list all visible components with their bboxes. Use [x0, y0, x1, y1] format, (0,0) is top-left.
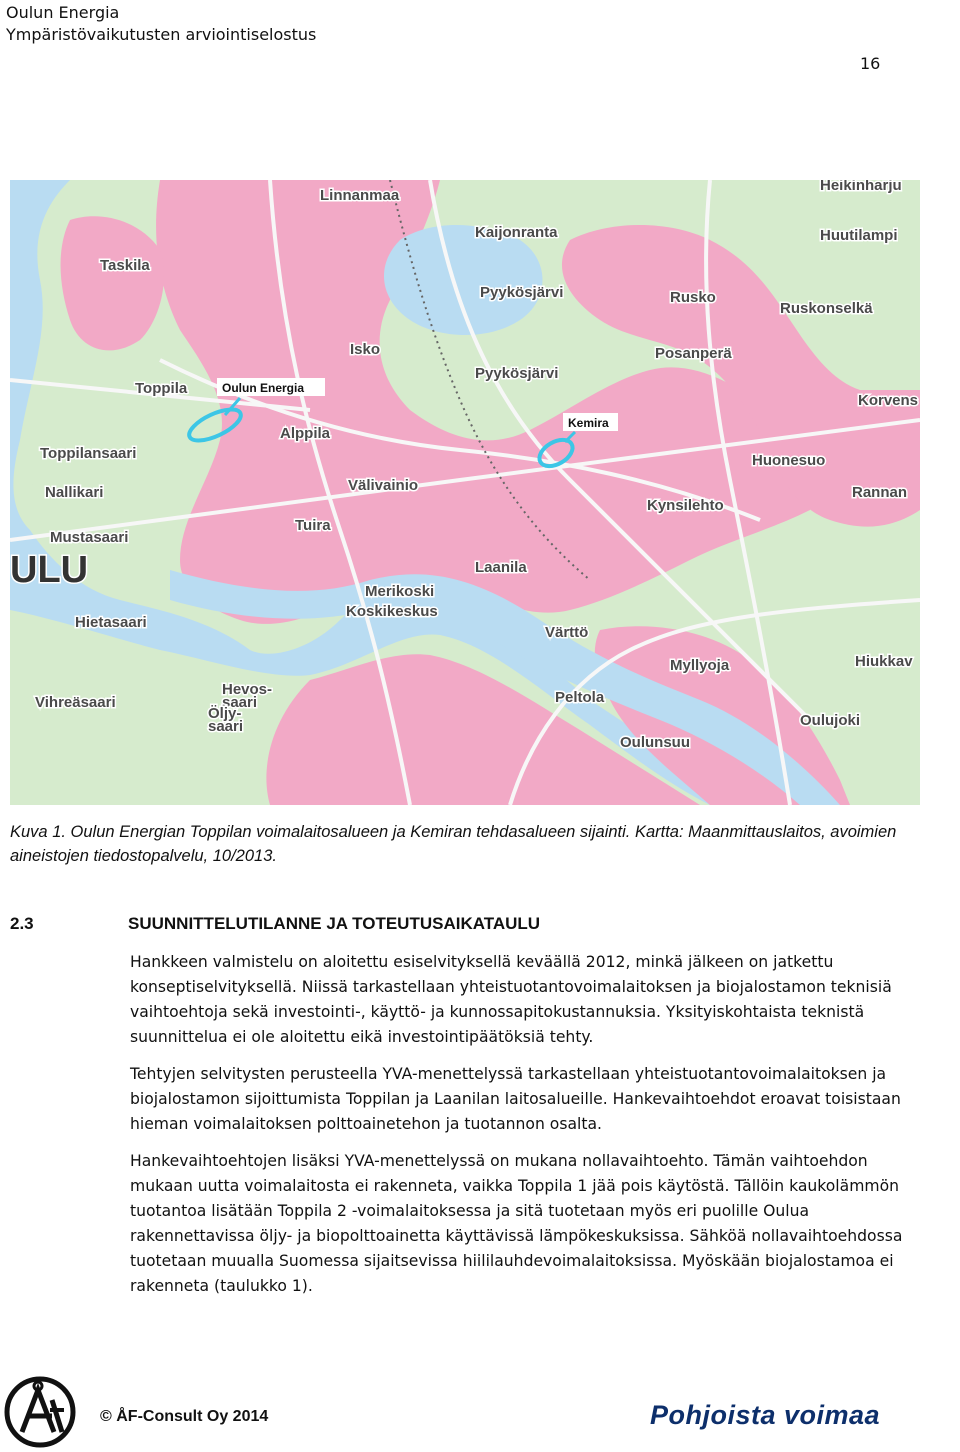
map-label-toppila: Toppila: [135, 380, 188, 397]
marker-kemira-label: Kemira: [568, 416, 609, 430]
map-label-rannan: Rannan: [852, 484, 908, 501]
marker-oulun-energia-label: Oulun Energia: [222, 381, 305, 395]
af-logo-graphic: [2, 1376, 78, 1448]
location-map: [10, 180, 920, 805]
figure-caption: Kuva 1. Oulun Energian Toppilan voimalaitosalueen ja Kemiran tehdasalueen sijainti. Kartta: Maanmittauslaitos, avoimien aineistojen tiedostopalvelu, 10/2013.: [10, 823, 897, 865]
map-label-huutilampi: Huutilampi: [820, 227, 898, 244]
map-label-taskila: Taskila: [100, 257, 150, 274]
map-label-vihreasaari: Vihreäsaari: [35, 694, 116, 711]
map-label-mustasaari: Mustasaari: [50, 529, 129, 546]
paragraph-2: Tehtyjen selvitysten perusteella YVA-menettelyssä tarkastellaan yhteistuotantovoimalaitoksen ja biojalostamon sijoittumista Toppilan ja Laanilan laitosalueille. Hankevaihtoehdot eroavat toisistaan hieman voimalaitoksen polttoainetehon ja tuotannon osalta.: [130, 1065, 901, 1133]
map-label-alppila: Alppila: [280, 425, 331, 442]
map-graphic: [10, 180, 920, 805]
map-label-laanila: Laanila: [475, 559, 527, 576]
map-label-linnanmaa: Linnanmaa: [320, 187, 400, 204]
map-label-kynsilehto: Kynsilehto: [647, 497, 724, 514]
body-text: [130, 950, 920, 1311]
map-label-isko: Isko: [350, 341, 381, 358]
section-title: SUUNNITTELUTILANNE JA TOTEUTUSAIKATAULU: [128, 914, 541, 933]
map-label-huonesuo: Huonesuo: [752, 452, 826, 469]
map-label-hevossaari: Hevos-saari: [222, 681, 273, 711]
map-label-hiukkavaara: Hiukkav: [855, 653, 913, 670]
map-label-tuira: Tuira: [295, 517, 331, 534]
map-label-oljysaari: Öljy-saari: [208, 705, 244, 735]
header-company: Oulun Energia: [6, 3, 120, 22]
map-label-posanpera: Posanperä: [655, 345, 732, 362]
map-label-nallikari: Nallikari: [45, 484, 104, 501]
map-label-korvensuora: Korvens: [858, 392, 919, 409]
brand-slogan: Pohjoista voimaa: [650, 1400, 881, 1430]
map-label-kaijonranta: Kaijonranta: [475, 224, 558, 241]
map-label-vartto: Värttö: [545, 624, 589, 641]
map-label-pyykosjarvi-lake: Pyykösjärvi: [480, 284, 564, 301]
paragraph-1: Hankkeen valmistelu on aloitettu esiselvityksellä keväällä 2012, minkä jälkeen on jatkettu konseptiselvityksellä. Niissä tarkastellaan yhteistuotantovoimalaitoksen ja biojalostamon teknisiä vaihtoehtoja sekä investointi-, käyttö- ja kunnossapitokustannuksia. Yksityiskohtaista teknistä suunnittelua ei ole aloitettu eikä investointipäätöksiä tehty.: [130, 953, 892, 1046]
document-header: [6, 2, 316, 46]
map-label-rusko: Rusko: [670, 289, 716, 306]
map-label-oulu: ULU: [10, 549, 89, 591]
copyright-text: © ÅF-Consult Oy 2014: [100, 1408, 269, 1425]
section-number: 2.3: [10, 914, 34, 933]
paragraph-3: Hankevaihtoehtojen lisäksi YVA-menettelyssä on mukana nollavaihtoehto. Tämän vaihtoehdon mukaan uutta voimalaitosta ei rakenneta, vaikka Toppila 1 jää pois käytöstä. Tällöin kaukolämmön tuotantoa lisätään Toppila 2 -voimalaitoksessa ja sitä tuotetaan myös eri puolille Oulua rakennettavissa öljy- ja biopolttoainetta käyttävissä lämpökeskuksissa. Sähköä nollavaihtoehdossa tuotetaan muualla Suomessa sijaitsevissa hiililauhdevoimalaitoksissa. Myöskään biojalostamoa ei rakenneta (taulukko 1).: [130, 1152, 903, 1295]
map-label-myllyoja: Myllyoja: [670, 657, 730, 674]
map-label-hietasaari: Hietasaari: [75, 614, 147, 631]
map-label-heikinharju: Heikinharju: [820, 180, 902, 194]
map-label-oulujoki: Oulujoki: [800, 712, 860, 729]
map-label-ruskonselka: Ruskonselkä: [780, 300, 873, 317]
af-logo-icon: [2, 1376, 78, 1452]
page-number: 16: [860, 54, 881, 73]
section-heading: [10, 914, 910, 934]
map-label-valivainio: Välivainio: [348, 477, 419, 494]
header-report-title: Ympäristövaikutusten arviointiselostus: [6, 25, 317, 44]
map-label-toppilansaari: Toppilansaari: [40, 445, 137, 462]
map-label-pyykosjarvi: Pyykösjärvi: [475, 365, 559, 382]
map-label-oulunsuu: Oulunsuu: [620, 734, 690, 751]
map-label-peltola: Peltola: [555, 689, 605, 706]
map-label-merikoski: Merikoski: [365, 583, 435, 600]
map-label-koskikeskus: Koskikeskus: [346, 603, 438, 620]
